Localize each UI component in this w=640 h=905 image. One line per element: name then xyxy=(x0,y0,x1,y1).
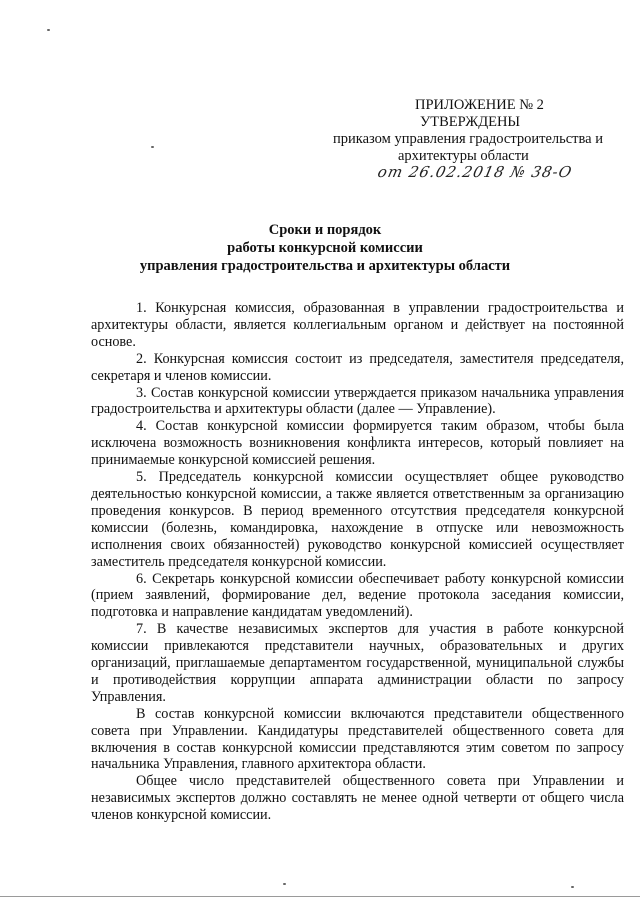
title-line-3: управления градостроительства и архитектуры области xyxy=(139,258,511,274)
document-title xyxy=(90,221,560,275)
paragraph-1: 1. Конкурсная комиссия, образованная в управлении градостроительства и архитектуры области, является коллегиальным органом и действует на постоянной основе. xyxy=(91,300,624,350)
order-line-2: архитектуры области xyxy=(398,148,529,164)
title-line-1: Сроки и порядок xyxy=(268,222,382,238)
handwritten-order-number: от 26.02.2018 № 38-О xyxy=(376,163,575,181)
paragraph-7: 7. В качестве независимых экспертов для участия в работе конкурсной комиссии привлекаются представители научных, образовательных и других организаций, приглашаемые департаментом государственной, муниципальной службы и противодействия коррупции аппарата администрации области по запросу Управления. xyxy=(91,621,624,705)
approved-label: УТВЕРЖДЕНЫ xyxy=(420,114,521,130)
approval-header xyxy=(330,97,630,165)
paragraph-8: В состав конкурсной комиссии включаются представители общественного совета при Управлении. Кандидатуры представителей общественного совета для включения в состав конкурсной комиссии представляются этим советом по запросу начальника Управления, главного архитектора области. xyxy=(91,705,624,773)
appendix-label: ПРИЛОЖЕНИЕ № 2 xyxy=(415,97,544,113)
title-line-2: работы конкурсной комиссии xyxy=(227,240,423,256)
paragraph-4: 4. Состав конкурсной комиссии формируется таким образом, чтобы была исключена возможность возникновения конфликта интересов, который повлияет на принимаемые конкурсной комиссией решения. xyxy=(91,418,624,469)
scan-speck xyxy=(283,883,286,885)
scan-speck xyxy=(151,146,154,148)
paragraph-3: 3. Состав конкурсной комиссии утверждается приказом начальника управления градостроительства и архитектуры области (далее — Управление). xyxy=(91,384,624,418)
document-body xyxy=(91,300,624,824)
order-line-1: приказом управления градостроительства и xyxy=(333,131,603,147)
paragraph-9: Общее число представителей общественного совета при Управлении и независимых экспертов должно составлять не менее одной четверти от общего числа членов конкурсной комиссии. xyxy=(91,773,624,824)
scan-speck xyxy=(47,29,50,31)
paragraph-5: 5. Председатель конкурсной комиссии осуществляет общее руководство деятельностью конкурсной комиссии, а также является ответственным за организацию проведения конкурсов. В период временного отсутствия председателя конкурсной комиссии (болезнь, командировка, нахождение в отпуске или невозможность исполнения своих обязанностей) руководство конкурсной комиссией осуществляет заместитель председателя конкурсной комиссии. xyxy=(91,469,624,570)
paragraph-6: 6. Секретарь конкурсной комиссии обеспечивает работу конкурсной комиссии (прием заявлений, формирование дел, ведение протокола заседания комиссии, подготовка и направление кандидатам уведомлений). xyxy=(91,570,624,621)
paragraph-2: 2. Конкурсная комиссия состоит из председателя, заместителя председателя, секретаря и членов комиссии. xyxy=(91,350,624,384)
scan-edge-line xyxy=(0,896,640,897)
scan-speck xyxy=(571,886,574,888)
